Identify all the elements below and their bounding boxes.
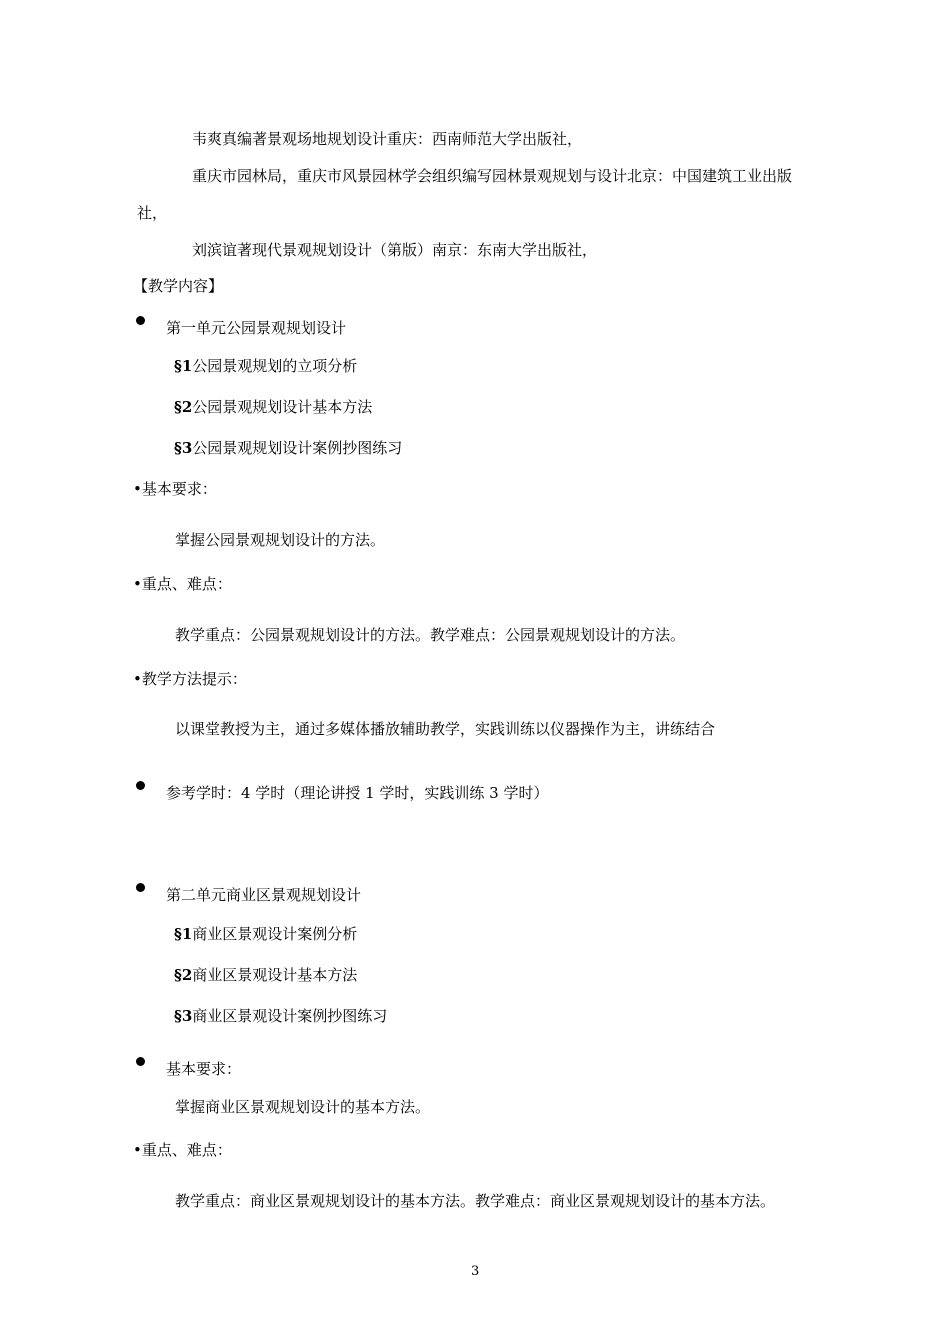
bullet-icon	[136, 316, 145, 325]
unit1-requirement-text: 掌握公园景观规划设计的方法。	[175, 531, 386, 549]
unit1-method-label: •教学方法提示：	[133, 670, 247, 688]
unit1-item-3	[174, 439, 402, 457]
unit2-item-2	[174, 966, 357, 984]
unit2-item-3	[174, 1007, 387, 1025]
bullet-icon	[136, 781, 145, 790]
unit2-key-points-label: •重点、难点：	[133, 1141, 232, 1159]
reference-1: 韦爽真编著景观场地规划设计重庆：西南师范大学出版社，	[192, 130, 583, 148]
item-number: §3	[174, 439, 193, 457]
unit2-key-points-text: 教学重点：商业区景观规划设计的基本方法。教学难点：商业区景观规划设计的基本方法。	[175, 1192, 776, 1210]
item-text: 公园景观规划的立项分析	[192, 357, 358, 375]
unit2-requirement-label: 基本要求：	[166, 1060, 242, 1078]
reference-3: 刘滨谊著现代景观规划设计（第版）南京：东南大学出版社，	[192, 241, 598, 259]
unit2-requirement-text: 掌握商业区景观规划设计的基本方法。	[175, 1098, 431, 1116]
reference-2: 重庆市园林局，重庆市风景园林学会组织编写园林景观规划与设计北京：中国建筑工业出版	[192, 167, 793, 185]
unit1-item-2	[174, 398, 372, 416]
reference-2-continued: 社，	[137, 204, 168, 222]
item-text: 商业区景观设计基本方法	[192, 966, 358, 984]
section-heading: 【教学内容】	[133, 277, 224, 295]
item-text: 公园景观规划设计基本方法	[192, 398, 373, 416]
item-text: 商业区景观设计案例抄图练习	[192, 1007, 388, 1025]
unit1-key-points-text: 教学重点：公园景观规划设计的方法。教学难点：公园景观规划设计的方法。	[175, 626, 686, 644]
unit1-item-1	[174, 357, 357, 375]
unit2-item-1	[174, 925, 357, 943]
item-number: §2	[174, 966, 193, 984]
item-number: §1	[174, 357, 193, 375]
unit1-hours: 参考学时：4 学时（理论讲授 1 学时，实践训练 3 学时）	[166, 784, 549, 802]
item-number: §3	[174, 1007, 193, 1025]
page-number: 3	[471, 1264, 480, 1279]
item-text: 公园景观规划设计案例抄图练习	[192, 439, 403, 457]
bullet-icon	[136, 883, 145, 892]
unit2-title: 第二单元商业区景观规划设计	[166, 886, 362, 904]
item-number: §2	[174, 398, 193, 416]
bullet-icon	[136, 1057, 145, 1066]
unit1-title: 第一单元公园景观规划设计	[166, 319, 347, 337]
unit1-method-text: 以课堂教授为主，通过多媒体播放辅助教学，实践训练以仪器操作为主，讲练结合	[175, 720, 716, 738]
item-text: 商业区景观设计案例分析	[192, 925, 358, 943]
unit1-requirement-label: •基本要求：	[133, 480, 217, 498]
item-number: §1	[174, 925, 193, 943]
unit1-key-points-label: •重点、难点：	[133, 575, 232, 593]
